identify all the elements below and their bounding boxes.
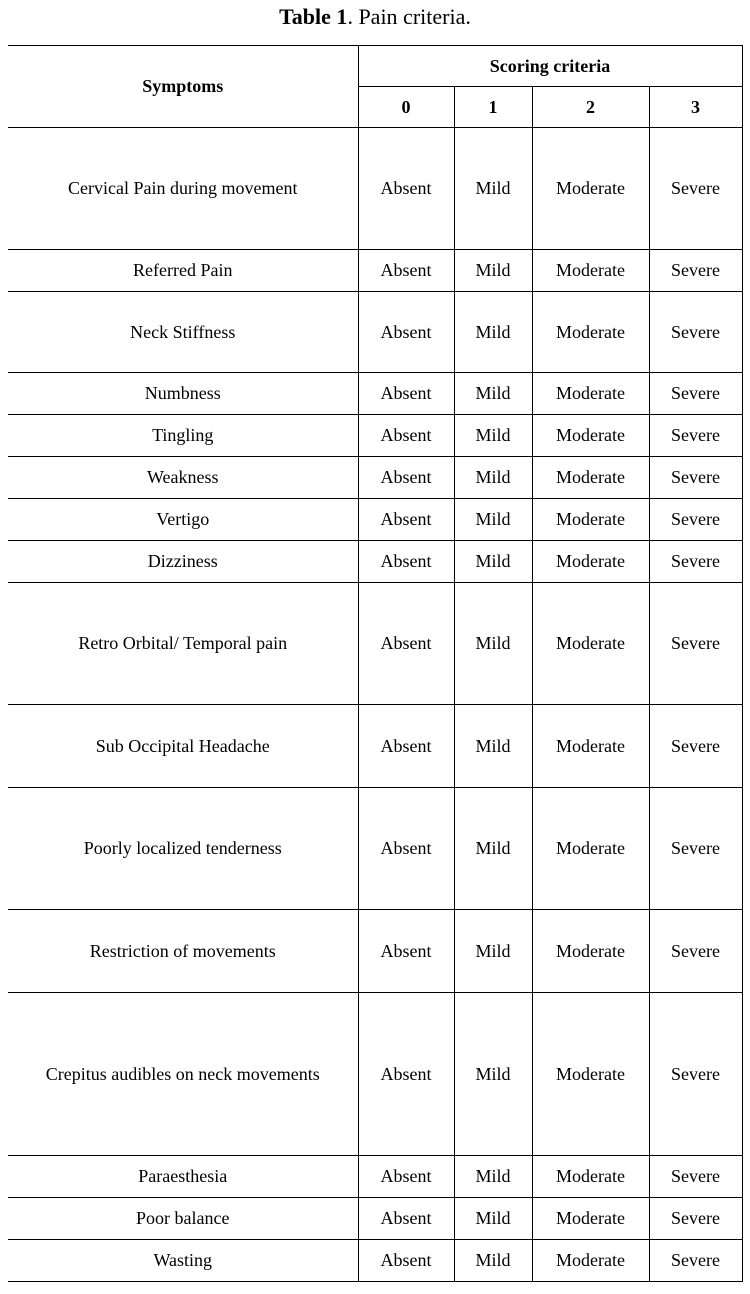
score-cell: Absent [358, 415, 454, 457]
score-cell: Mild [454, 583, 532, 705]
score-cell: Severe [649, 993, 742, 1156]
score-cell: Absent [358, 910, 454, 993]
score-cell: Severe [649, 499, 742, 541]
score-cell: Mild [454, 128, 532, 250]
score-cell: Severe [649, 373, 742, 415]
score-cell: Moderate [532, 457, 649, 499]
score-cell: Mild [454, 1198, 532, 1240]
score-cell: Absent [358, 541, 454, 583]
score-cell: Moderate [532, 1240, 649, 1282]
score-cell: Severe [649, 415, 742, 457]
score-cell: Absent [358, 1198, 454, 1240]
score-cell: Moderate [532, 993, 649, 1156]
symptom-cell: Sub Occipital Headache [8, 705, 358, 788]
score-cell: Severe [649, 705, 742, 788]
score-cell: Mild [454, 1240, 532, 1282]
score-cell: Severe [649, 541, 742, 583]
score-cell: Moderate [532, 1198, 649, 1240]
score-level-header: 0 [358, 87, 454, 128]
score-cell: Severe [649, 457, 742, 499]
symptom-cell: Vertigo [8, 499, 358, 541]
table-row [8, 541, 742, 583]
score-cell: Mild [454, 457, 532, 499]
score-cell: Severe [649, 1156, 742, 1198]
score-cell: Severe [649, 788, 742, 910]
symptoms-header: Symptoms [8, 46, 358, 128]
score-cell: Mild [454, 499, 532, 541]
symptom-cell: Weakness [8, 457, 358, 499]
score-cell: Absent [358, 788, 454, 910]
pain-criteria-table [8, 45, 743, 1282]
score-cell: Moderate [532, 292, 649, 373]
table-row [8, 1240, 742, 1282]
score-cell: Severe [649, 910, 742, 993]
score-cell: Mild [454, 541, 532, 583]
score-cell: Absent [358, 128, 454, 250]
score-cell: Mild [454, 993, 532, 1156]
symptom-cell: Dizziness [8, 541, 358, 583]
symptom-cell: Restriction of movements [8, 910, 358, 993]
score-cell: Absent [358, 1156, 454, 1198]
score-cell: Moderate [532, 128, 649, 250]
symptom-cell: Poorly localized tenderness [8, 788, 358, 910]
table-title: . Pain criteria. [347, 4, 471, 29]
score-cell: Moderate [532, 541, 649, 583]
score-cell: Mild [454, 373, 532, 415]
scoring-criteria-header: Scoring criteria [358, 46, 742, 87]
score-cell: Moderate [532, 788, 649, 910]
score-cell: Mild [454, 788, 532, 910]
symptom-cell: Crepitus audibles on neck movements [8, 993, 358, 1156]
symptom-cell: Retro Orbital/ Temporal pain [8, 583, 358, 705]
symptom-cell: Paraesthesia [8, 1156, 358, 1198]
score-cell: Moderate [532, 499, 649, 541]
table-row [8, 583, 742, 705]
score-cell: Mild [454, 910, 532, 993]
score-cell: Severe [649, 292, 742, 373]
table-row [8, 1156, 742, 1198]
score-cell: Moderate [532, 250, 649, 292]
symptom-cell: Cervical Pain during movement [8, 128, 358, 250]
score-cell: Severe [649, 128, 742, 250]
table-body [8, 128, 742, 1282]
score-cell: Mild [454, 415, 532, 457]
score-cell: Severe [649, 1240, 742, 1282]
score-cell: Moderate [532, 705, 649, 788]
score-cell: Mild [454, 1156, 532, 1198]
table-row [8, 705, 742, 788]
table-row [8, 457, 742, 499]
symptom-cell: Wasting [8, 1240, 358, 1282]
table-row [8, 415, 742, 457]
symptom-cell: Tingling [8, 415, 358, 457]
score-cell: Absent [358, 457, 454, 499]
table-row [8, 250, 742, 292]
score-cell: Moderate [532, 1156, 649, 1198]
score-cell: Absent [358, 292, 454, 373]
score-cell: Severe [649, 250, 742, 292]
score-cell: Absent [358, 583, 454, 705]
score-cell: Moderate [532, 910, 649, 993]
table-row [8, 1198, 742, 1240]
score-cell: Absent [358, 499, 454, 541]
score-level-header: 1 [454, 87, 532, 128]
table-row [8, 993, 742, 1156]
score-cell: Mild [454, 705, 532, 788]
symptom-cell: Neck Stiffness [8, 292, 358, 373]
score-cell: Absent [358, 373, 454, 415]
score-cell: Severe [649, 583, 742, 705]
score-cell: Severe [649, 1198, 742, 1240]
symptom-cell: Poor balance [8, 1198, 358, 1240]
score-cell: Moderate [532, 373, 649, 415]
table-row [8, 292, 742, 373]
table-caption [0, 0, 750, 34]
score-level-header: 3 [649, 87, 742, 128]
table-row [8, 373, 742, 415]
score-cell: Absent [358, 250, 454, 292]
symptom-cell: Numbness [8, 373, 358, 415]
score-cell: Absent [358, 1240, 454, 1282]
table-row [8, 499, 742, 541]
score-cell: Moderate [532, 583, 649, 705]
table-row [8, 910, 742, 993]
score-cell: Moderate [532, 415, 649, 457]
score-cell: Mild [454, 292, 532, 373]
score-cell: Mild [454, 250, 532, 292]
score-cell: Absent [358, 993, 454, 1156]
score-level-header: 2 [532, 87, 649, 128]
table-label: Table 1 [279, 4, 348, 29]
symptom-cell: Referred Pain [8, 250, 358, 292]
table-row [8, 788, 742, 910]
table-row [8, 128, 742, 250]
score-cell: Absent [358, 705, 454, 788]
